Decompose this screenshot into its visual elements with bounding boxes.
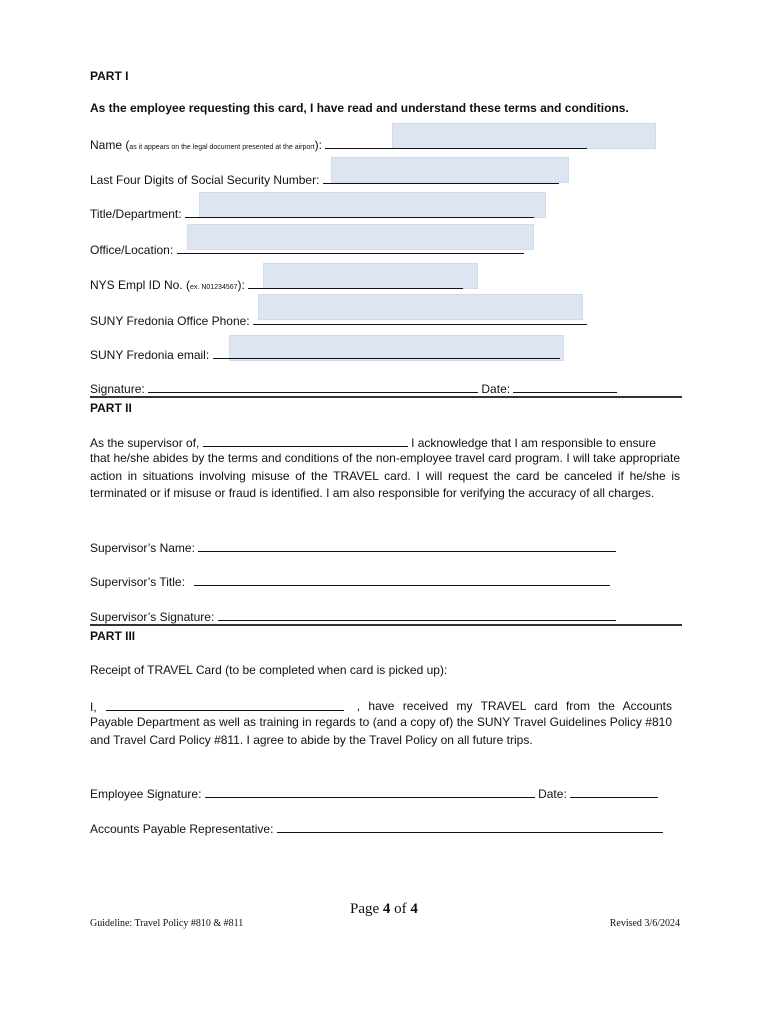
supervisee-blank[interactable]	[203, 435, 408, 447]
part3-heading: PART III	[90, 629, 136, 643]
name-row	[90, 137, 587, 155]
i-label: I,	[90, 700, 97, 714]
part1-heading: PART I	[90, 69, 129, 83]
email-row	[90, 347, 560, 362]
office-blank	[177, 242, 524, 254]
email-blank	[213, 347, 560, 359]
signature-row	[90, 381, 617, 396]
signature-blank[interactable]	[148, 381, 478, 393]
part1-divider	[90, 396, 682, 398]
part3-first-line	[90, 699, 672, 714]
part2-first-line	[90, 435, 656, 450]
part2-para-start: As the supervisor of,	[90, 436, 200, 450]
part2-divider	[90, 624, 682, 626]
ssn-label: Last Four Digits of Social Security Number:	[90, 173, 320, 187]
emp-sig-row	[90, 786, 658, 801]
sup-name-row	[90, 540, 616, 555]
part2-para-line1-end: I acknowledge that I am responsible to ensure	[411, 436, 656, 450]
recipient-blank[interactable]	[106, 699, 344, 711]
ssn-row	[90, 172, 559, 187]
ap-rep-row	[90, 821, 663, 836]
ssn-blank	[323, 172, 559, 184]
title-row	[90, 206, 534, 221]
footer-right: Revised 3/6/2024	[609, 918, 680, 929]
name-blank	[325, 137, 587, 149]
part1-intro: As the employee requesting this card, I have read and understand these terms and conditions.	[90, 101, 629, 115]
sup-title-label: Supervisor’s Title:	[90, 575, 185, 589]
footer-left: Guideline: Travel Policy #810 & #811	[90, 918, 244, 929]
emp-sig-label: Employee Signature:	[90, 787, 202, 801]
sup-name-label: Supervisor’s Name:	[90, 541, 195, 555]
page-of: of	[390, 901, 411, 917]
ap-rep-label: Accounts Payable Representative:	[90, 822, 274, 836]
name-suffix: ):	[314, 138, 322, 152]
empl-blank	[248, 277, 463, 289]
sup-title-blank[interactable]	[194, 574, 610, 586]
page-prefix: Page	[350, 901, 383, 917]
empl-label: NYS Empl ID No. (	[90, 278, 191, 292]
page-number	[350, 901, 418, 918]
part2-heading: PART II	[90, 401, 132, 415]
receipt-line: Receipt of TRAVEL Card (to be completed when card is picked up):	[90, 663, 448, 677]
phone-label: SUNY Fredonia Office Phone:	[90, 314, 250, 328]
empl-row	[90, 277, 463, 295]
signature-date-blank[interactable]	[513, 381, 617, 393]
sup-title-row	[90, 574, 610, 589]
title-label: Title/Department:	[90, 207, 182, 221]
page-total: 4	[410, 901, 418, 917]
part3-paragraph: Payable Department as well as training in regards to (and a copy of) the SUNY Travel Guidelines Policy #810 and Travel Card Policy #811. I agree to abide by the Travel Policy on all future trips.	[90, 715, 672, 747]
empl-note: ex. N01234567	[190, 284, 238, 291]
signature-label: Signature:	[90, 382, 145, 396]
emp-sig-date-label: Date:	[538, 787, 567, 801]
received-line1-end: , have received my TRAVEL card from the Accounts	[356, 699, 672, 713]
phone-row	[90, 313, 587, 328]
sup-sig-row	[90, 609, 616, 624]
emp-sig-date-blank[interactable]	[570, 786, 658, 798]
office-label: Office/Location:	[90, 243, 174, 257]
ap-rep-blank[interactable]	[277, 821, 663, 833]
sup-name-blank[interactable]	[198, 540, 616, 552]
sup-sig-blank[interactable]	[218, 609, 616, 621]
page-current: 4	[382, 901, 391, 917]
signature-date-label: Date:	[481, 382, 511, 396]
phone-blank	[253, 313, 587, 325]
empl-suffix: ):	[237, 278, 245, 292]
email-label: SUNY Fredonia email:	[90, 348, 210, 362]
title-blank	[185, 206, 534, 218]
office-row	[90, 242, 524, 257]
part2-paragraph: that he/she abides by the terms and conditions of the non-employee travel card program. I will take appropriate action in situations involving misuse of the TRAVEL card. I will request the card be canceled if he/she is terminated or if misuse or fraud is identified. I am also responsible for verifying the accuracy of all charges.	[90, 451, 680, 500]
sup-sig-label: Supervisor’s Signature:	[90, 610, 215, 624]
name-label: Name (	[90, 138, 130, 152]
name-note: as it appears on the legal document presented at the airport	[129, 144, 315, 151]
emp-sig-blank[interactable]	[205, 786, 535, 798]
